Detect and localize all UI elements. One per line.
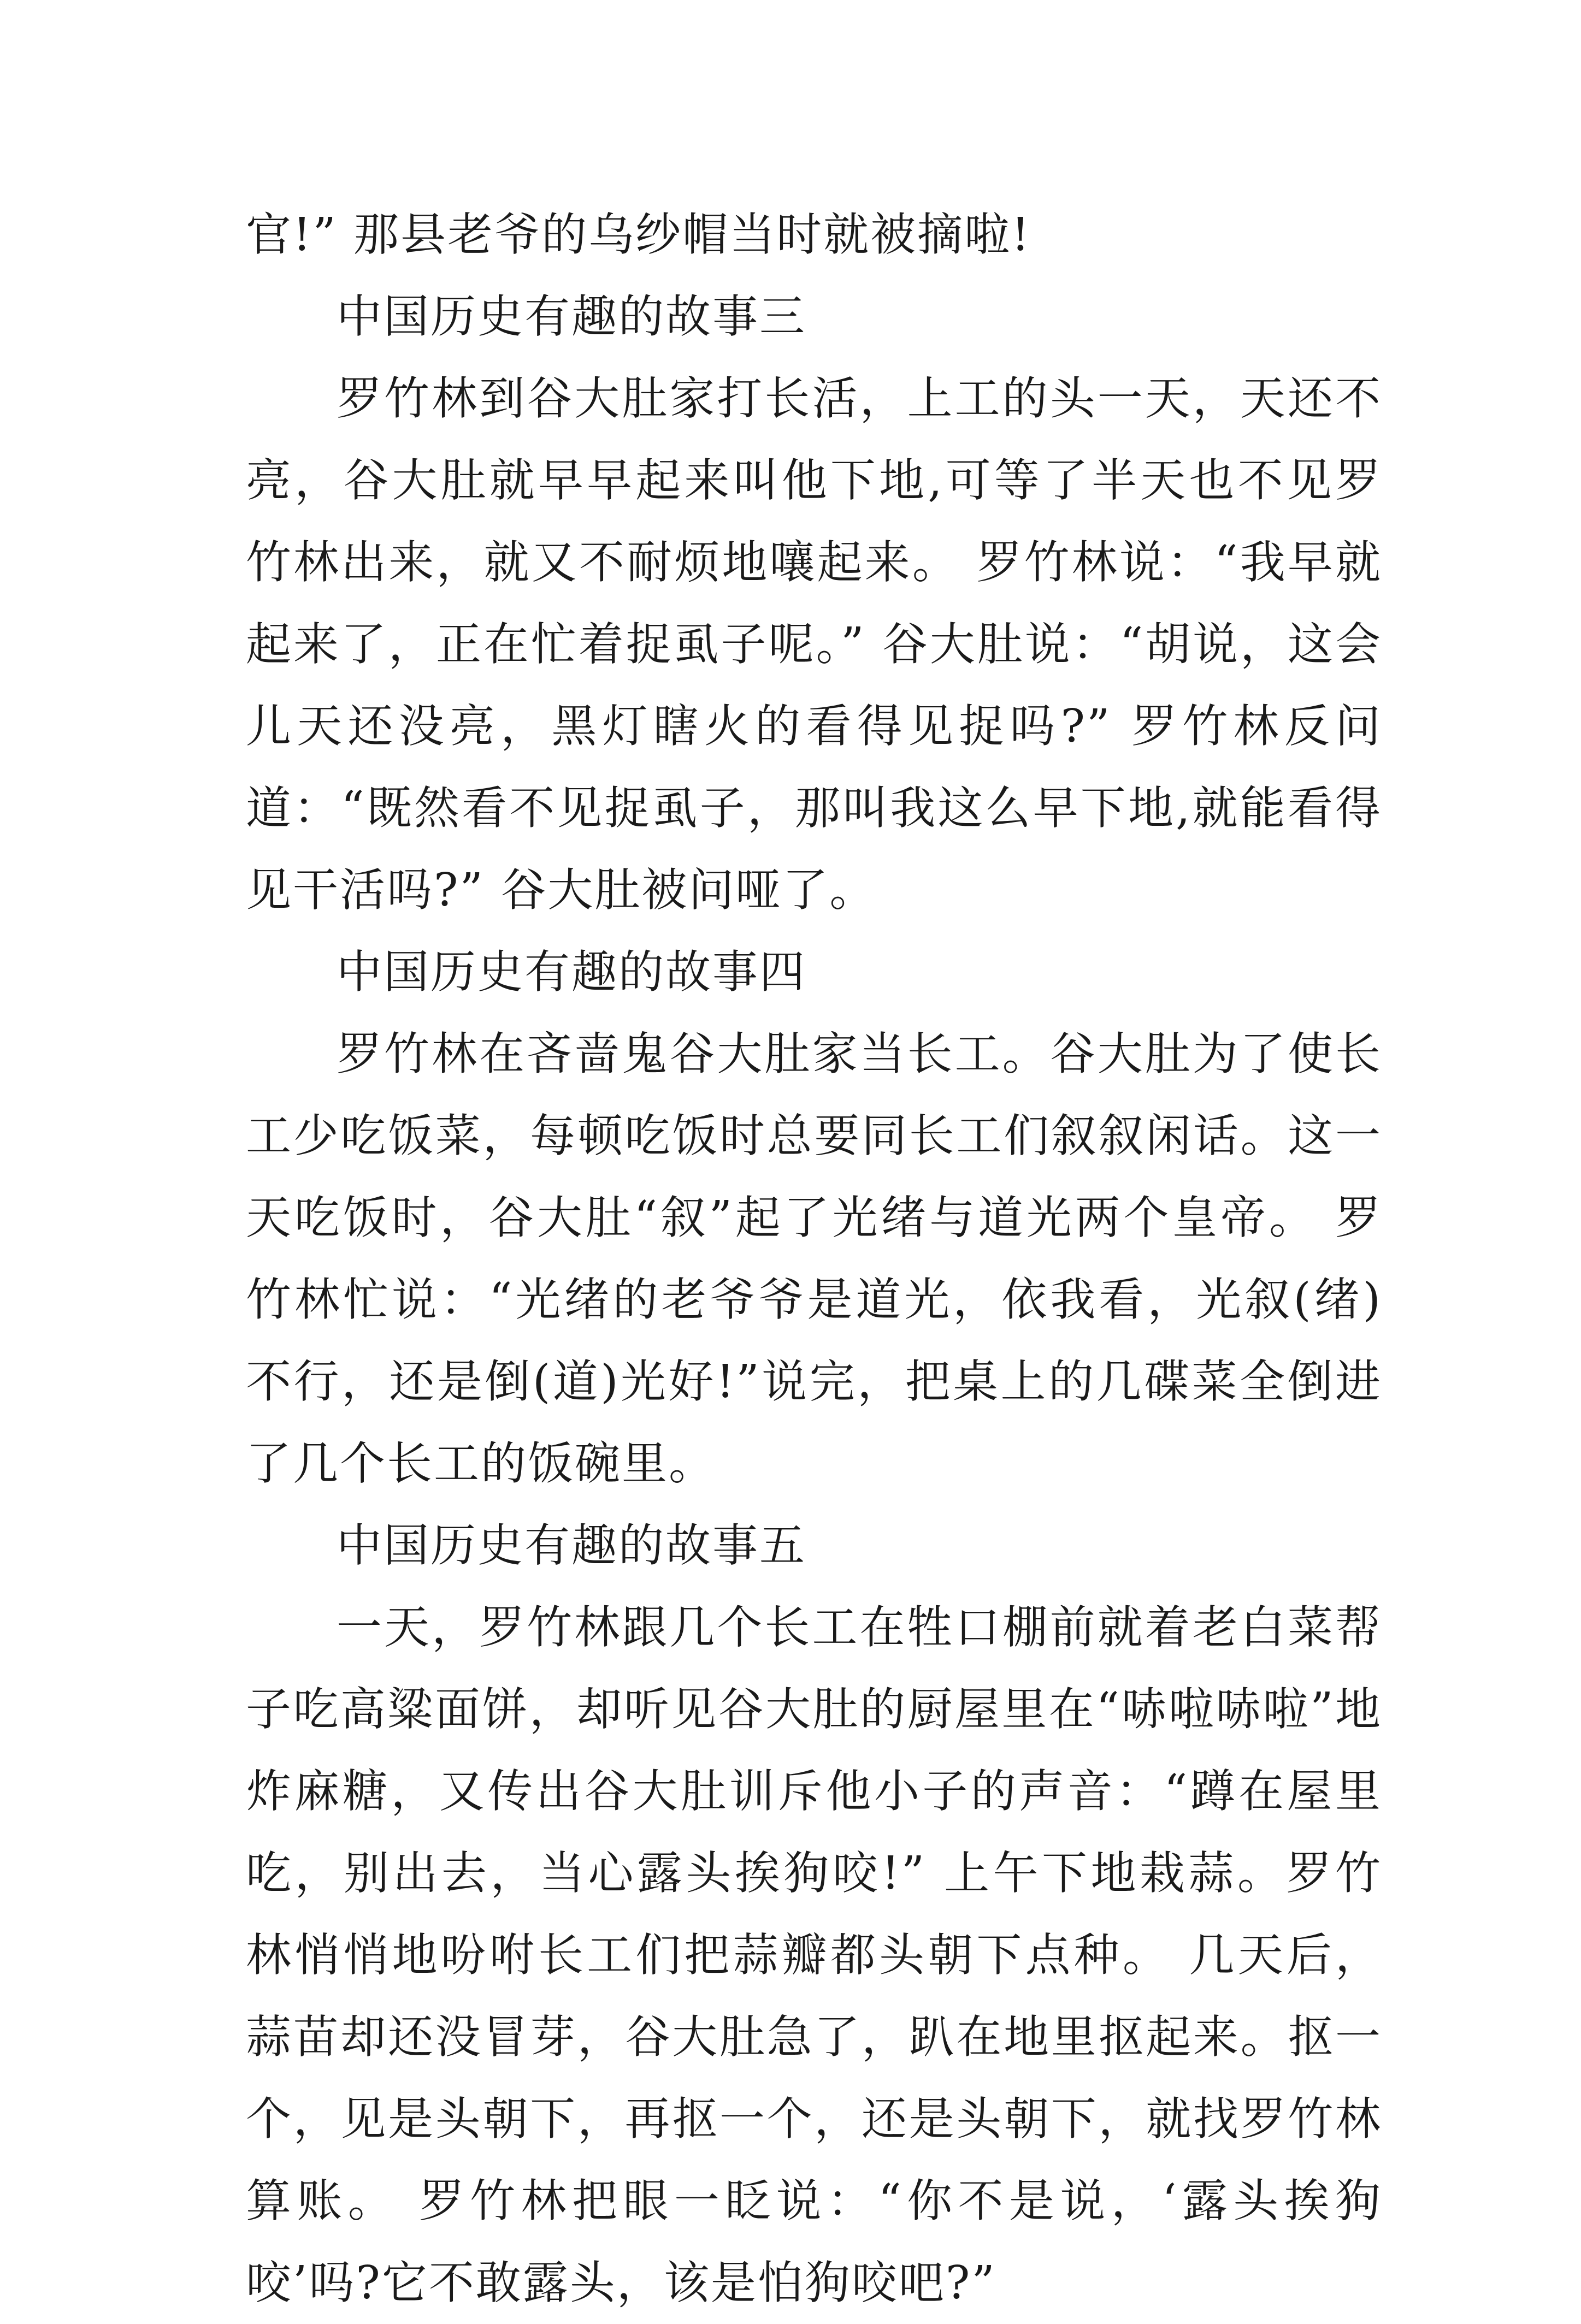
story-paragraph-3: 罗竹林到谷大肚家打长活，上工的头一天，天还不亮，谷大肚就早早起来叫他下地,可等了半天也不见罗竹林出来，就又不耐烦地嚷起来。 罗竹林说：“我早就起来了，正在忙着捉虱子呢。” 谷大肚说：“胡说，这会儿天还没亮，黑灯瞎火的看得见捉吗?” 罗竹林反问道：“既然看不见捉虱子，那叫我这么早下地,就能看得见干活吗?” 谷大肚被问哑了。 bbox=[246, 372, 1382, 916]
story-paragraph-5: 一天，罗竹林跟几个长工在牲口棚前就着老白菜帮子吃高粱面饼，却听见谷大肚的厨屋里在“哧啦哧啦”地炸麻糖，又传出谷大肚训斥他小子的声音：“蹲在屋里吃，别出去，当心露头挨狗咬!” 上午下地栽蒜。罗竹林悄悄地吩咐长工们把蒜瓣都头朝下点种。 几天后，蒜苗却还没冒芽，谷大肚急了，趴在地里抠起来。抠一个，见是头朝下，再抠一个，还是头朝下，就找罗竹林算账。 罗竹林把眼一眨说：“你不是说，‘露头挨狗咬’吗?它不敢露头，该是怕狗咬吧?” bbox=[246, 1601, 1382, 2309]
story-paragraph-4: 罗竹林在吝啬鬼谷大肚家当长工。谷大肚为了使长工少吃饭菜，每顿吃饭时总要同长工们叙叙闲话。这一天吃饭时，谷大肚“叙”起了光绪与道光两个皇帝。 罗竹林忙说：“光绪的老爷爷是道光，依我看，光叙(绪)不行，还是倒(道)光好!”说完，把桌上的几碟菜全倒进了几个长工的饭碗里。 bbox=[246, 1027, 1382, 1490]
paragraph-continued: 官!” 那县老爷的乌纱帽当时就被摘啦! bbox=[246, 208, 1031, 261]
section-heading-5: 中国历史有趣的故事五 bbox=[337, 1519, 806, 1572]
section-heading-4: 中国历史有趣的故事四 bbox=[337, 945, 806, 998]
section-heading-3: 中国历史有趣的故事三 bbox=[337, 290, 806, 343]
document-body bbox=[246, 194, 1382, 2324]
